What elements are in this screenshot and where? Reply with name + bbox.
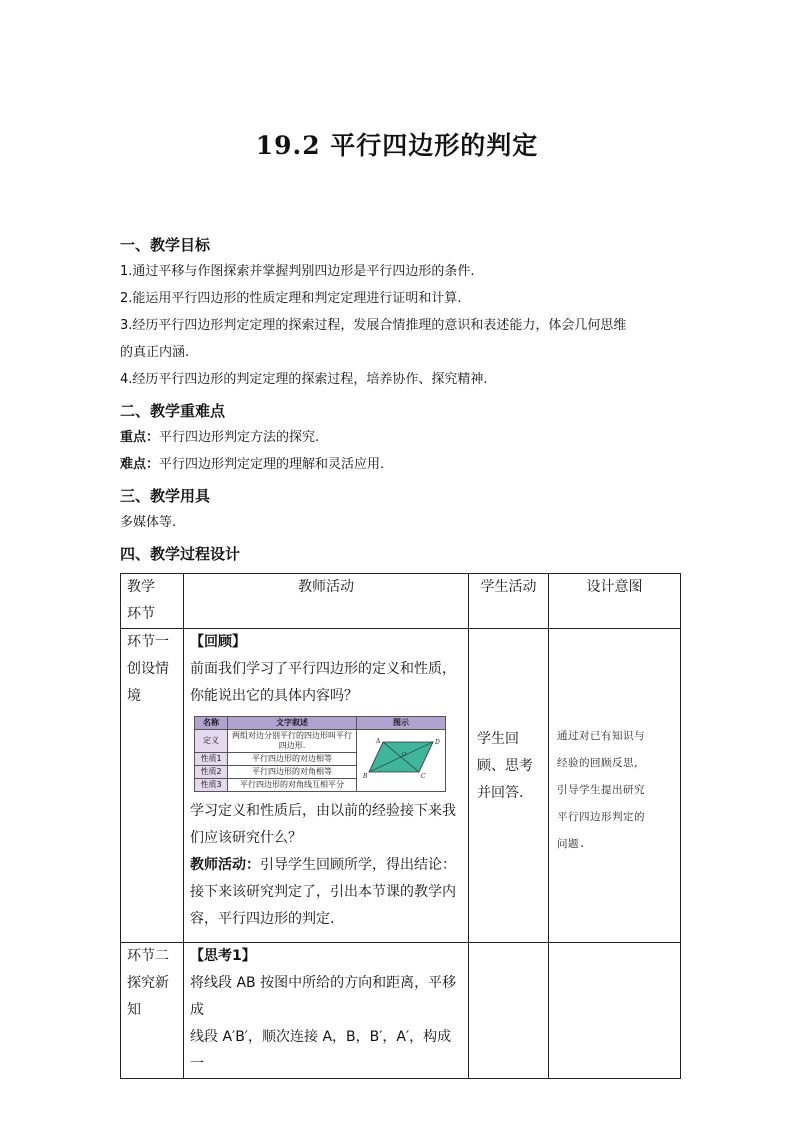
- table-header-row: [121, 574, 681, 629]
- summary-row: 性质1 平行四边形的对边相等: [195, 753, 446, 766]
- summary-row: 定义 两组对边分别平行的四边形叫平行四边形. A D C B O: [195, 730, 446, 753]
- teacher-activity: 教师活动：引导学生回顾所学，得出结论：: [190, 857, 456, 873]
- teacher-cell-2: 【思考1】 将线段 AB 按图中所给的方向和距离，平移成 线段 A′B′，顺次连接 A，B，B′，A′，构成一: [184, 943, 469, 1079]
- objective-3-cont: 的真正内涵.: [120, 345, 190, 360]
- think-tag: 【思考1】: [190, 948, 256, 964]
- header-stage: 教学 环节: [121, 574, 184, 629]
- objective-2: 2.能运用平行四边形的性质定理和判定定理进行证明和计算.: [120, 291, 462, 306]
- summary-row: 性质3 平行四边形的对角线互相平分: [195, 779, 446, 792]
- key-point-text: 平行四边形判定方法的探究.: [159, 430, 320, 445]
- difficult-point-label: 难点：: [120, 457, 160, 472]
- section-heading-objectives: 一、教学目标: [120, 236, 211, 254]
- parallelogram-figure: [357, 730, 446, 792]
- difficult-point: [120, 457, 384, 473]
- vertex-a: A: [376, 738, 381, 745]
- tools-text: 多媒体等.: [120, 515, 177, 530]
- objective-4: 4.经历平行四边形的判定定理的探索过程，培养协作、探究精神.: [120, 372, 488, 387]
- section-heading-tools: 三、教学用具: [120, 487, 211, 505]
- table-row: [121, 943, 681, 1079]
- page-title: 19.2 平行四边形的判定: [255, 131, 539, 160]
- vertex-d: D: [435, 739, 440, 746]
- section-heading-key-points: 二、教学重难点: [120, 402, 226, 420]
- teacher-activity-label: 教师活动：: [190, 857, 260, 873]
- summary-table: [194, 716, 446, 792]
- objective-3: 3.经历平行四边形判定定理的探索过程，发展合情推理的意识和表述能力，体会几何思维: [120, 318, 627, 333]
- header-intent: 设计意图: [549, 574, 681, 629]
- difficult-point-text: 平行四边形判定定理的理解和灵活应用.: [159, 457, 385, 472]
- intent-cell-1: 通过对已有知识与 经验的回顾反思， 引导学生提出研究 平行四边形判定的 问题.: [549, 629, 681, 943]
- header-teacher: 教师活动: [184, 574, 469, 629]
- stage-cell-1: 环节一 创设情 境: [121, 629, 184, 943]
- key-point-label: 重点：: [120, 430, 160, 445]
- process-table: [120, 573, 681, 1079]
- table-row: [121, 629, 681, 943]
- summary-header: 名称 文字叙述 图示: [195, 717, 446, 730]
- summary-row: 性质2 平行四边形的对角相等: [195, 766, 446, 779]
- vertex-b: B: [363, 773, 368, 780]
- review-tag: 【回顾】: [190, 634, 246, 650]
- student-cell-2: [469, 943, 549, 1079]
- center-o: O: [402, 752, 407, 758]
- vertex-c: C: [421, 773, 426, 780]
- teacher-cell-1: 【回顾】 前面我们学习了平行四边形的定义和性质， 你能说出它的具体内容吗？ 名称 文字叙述 图示 定义 两组对边分别平行的四边形叫平行四边形. A D C B O 性质1 平行四边形的对边相等 性质2 平行四边形的对角相等 性质3 平行四边形的对角线互相平分 学习定义和性质后，由以前的经验接下来我 们应该研究什么？ 教师活动：引导学生回顾所学，得出结论： 接下来该研究判定了，引出本节课的教学内 容，平行四边形的判定.: [184, 629, 469, 943]
- section-heading-process: 四、教学过程设计: [120, 545, 241, 563]
- intent-cell-2: [549, 943, 681, 1079]
- key-point: [120, 430, 319, 446]
- stage-cell-2: 环节二 探究新 知: [121, 943, 184, 1079]
- header-student: 学生活动: [469, 574, 549, 629]
- student-cell-1: 学生回 顾、思考 并回答.: [469, 629, 549, 943]
- parallelogram-icon: [361, 734, 441, 784]
- objective-1: 1.通过平移与作图探索并掌握判别四边形是平行四边形的条件.: [120, 264, 475, 279]
